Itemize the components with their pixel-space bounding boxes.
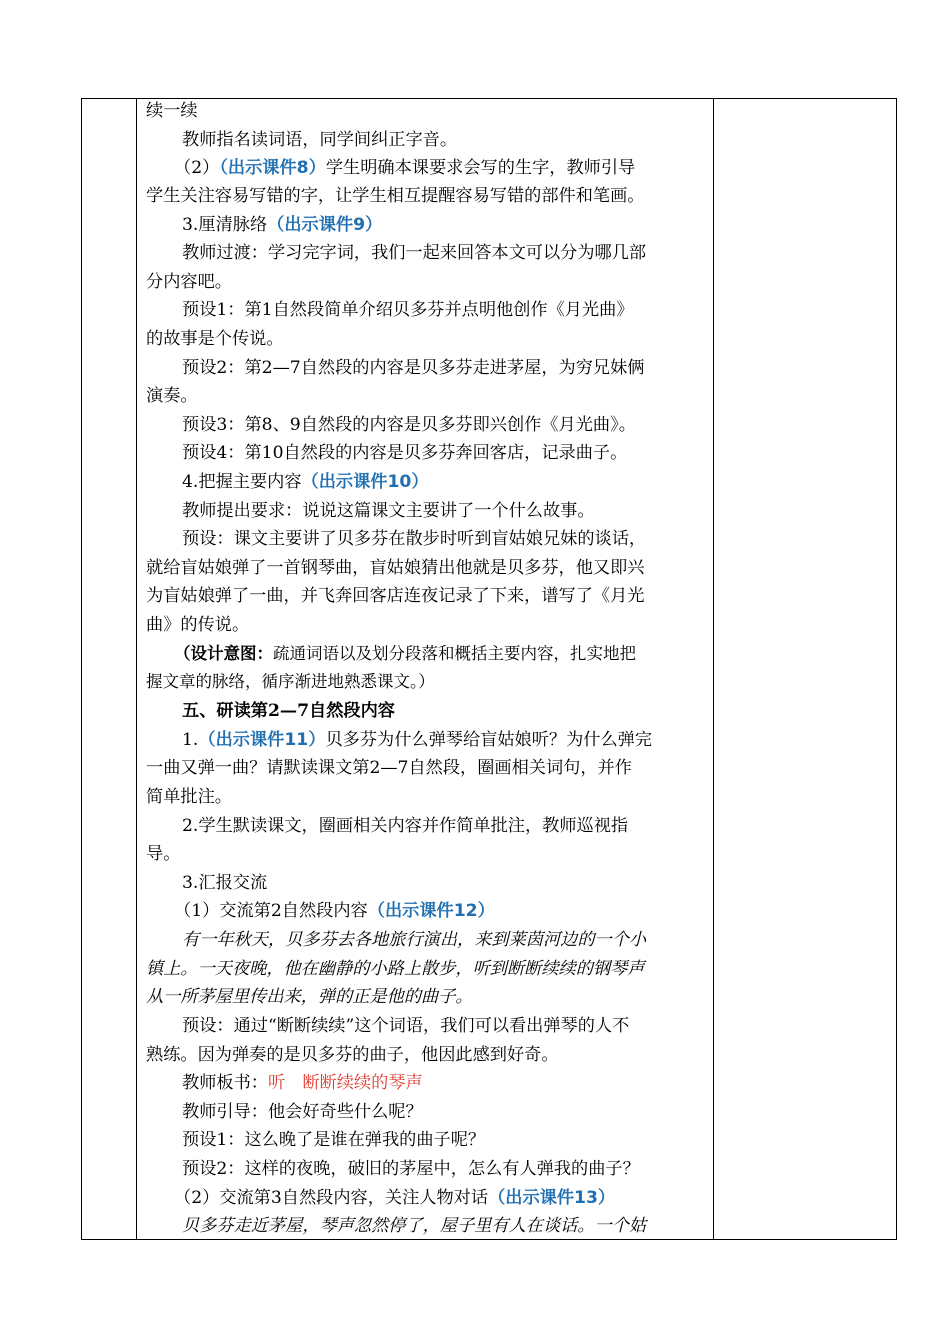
text-line: 续一续 (146, 101, 198, 121)
text-line: 教师引导：他会好奇些什么呢？ (182, 1102, 423, 1122)
text-line: （2）（出示课件8）学生明确本课要求会写的生字，教师引导 (174, 158, 636, 178)
text-line: 教师过渡：学习完字词，我们一起来回答本文可以分为哪几部 (182, 243, 647, 263)
board-writing: 听 断断续续的琴声 (267, 1073, 423, 1093)
text-line: （1）交流第2自然段内容（出示课件12） (174, 901, 495, 921)
text-line: 3.厘清脉络（出示课件9） (182, 215, 383, 235)
text-line: 预设2：这样的夜晚，破旧的茅屋中，怎么有人弹我的曲子？ (182, 1159, 640, 1179)
text-line: 2.学生默读课文，圈画相关内容并作简单批注，教师巡视指 (182, 816, 629, 836)
text-line: 预设4：第10自然段的内容是贝多芬奔回客店，记录曲子。 (182, 443, 628, 463)
text-line: 预设1：第1自然段简单介绍贝多芬并点明他创作《月光曲》 (182, 300, 634, 320)
courseware-ref: （出示课件13） (488, 1188, 616, 1208)
text-line: 的故事是个传说。 (146, 329, 284, 349)
text-line: 预设：通过“断断续续”这个词语，我们可以看出弹琴的人不 (182, 1016, 630, 1036)
text-line: 一曲又弹一曲？请默读课文第2—7自然段，圈画相关词句，并作 (146, 758, 632, 778)
text-line: 曲》的传说。 (146, 615, 250, 635)
quoted-text-line: 有一年秋天，贝多芬去各地旅行演出，来到莱茵河边的一个小 (182, 930, 647, 950)
design-intent-note: （设计意图：疏通词语以及划分段落和概括主要内容，扎实地把 (174, 644, 636, 663)
lesson-table (81, 98, 897, 1240)
text-line: 预设3：第8、9自然段的内容是贝多芬即兴创作《月光曲》。 (182, 415, 636, 435)
text-line: 熟练。因为弹奏的是贝多芬的曲子，他因此感到好奇。 (146, 1045, 559, 1065)
text-line: （2）交流第3自然段内容，关注人物对话（出示课件13） (174, 1188, 616, 1208)
quoted-text-line: 贝多芬走近茅屋，琴声忽然停了，屋子里有人在谈话。一个姑 (182, 1216, 647, 1236)
text-line: 分内容吧。 (146, 272, 232, 292)
table-divider-right (713, 99, 714, 1239)
courseware-ref: （出示课件11） (198, 730, 326, 750)
quoted-text-line: 从一所茅屋里传出来，弹的正是他的曲子。 (146, 987, 473, 1007)
section-heading: 五、研读第2—7自然段内容 (182, 701, 395, 721)
text-line: 导。 (146, 844, 181, 864)
text-line: 就给盲姑娘弹了一首钢琴曲，盲姑娘猜出他就是贝多芬，他又即兴 (146, 558, 645, 578)
courseware-ref: （出示课件12） (367, 901, 495, 921)
courseware-ref: （出示课件10） (301, 472, 429, 492)
table-divider-left (136, 99, 137, 1239)
quoted-text-line: 镇上。一天夜晚，他在幽静的小路上散步，听到断断续续的钢琴声 (146, 959, 645, 979)
text-line: 简单批注。 (146, 787, 232, 807)
text-line: 4.把握主要内容（出示课件10） (182, 472, 429, 492)
text-line: 预设1：这么晚了是谁在弹我的曲子呢？ (182, 1130, 486, 1150)
text-line: 3.汇报交流 (182, 873, 268, 893)
text-line: 1.（出示课件11）贝多芬为什么弹琴给盲姑娘听？为什么弹完 (182, 730, 653, 750)
text-line: 演奏。 (146, 386, 198, 406)
text-line: 预设：课文主要讲了贝多芬在散步时听到盲姑娘兄妹的谈话， (182, 529, 647, 549)
courseware-ref: （出示课件9） (267, 215, 383, 235)
text-line: 教师提出要求：说说这篇课文主要讲了一个什么故事。 (182, 501, 595, 521)
courseware-ref: （出示课件8） (219, 158, 326, 178)
design-intent-label: （设计意图： (174, 644, 273, 663)
text-line: 握文章的脉络，循序渐进地熟悉课文。） (146, 672, 435, 691)
text-line: 预设2：第2—7自然段的内容是贝多芬走进茅屋，为穷兄妹俩 (182, 358, 645, 378)
text-line: 教师指名读词语，同学间纠正字音。 (182, 130, 458, 150)
text-line: 为盲姑娘弹了一曲，并飞奔回客店连夜记录了下来，谱写了《月光 (146, 586, 645, 606)
text-line: 教师板书：听 断断续续的琴声 (182, 1073, 423, 1093)
text-line: 学生关注容易写错的字，让学生相互提醒容易写错的部件和笔画。 (146, 186, 645, 206)
